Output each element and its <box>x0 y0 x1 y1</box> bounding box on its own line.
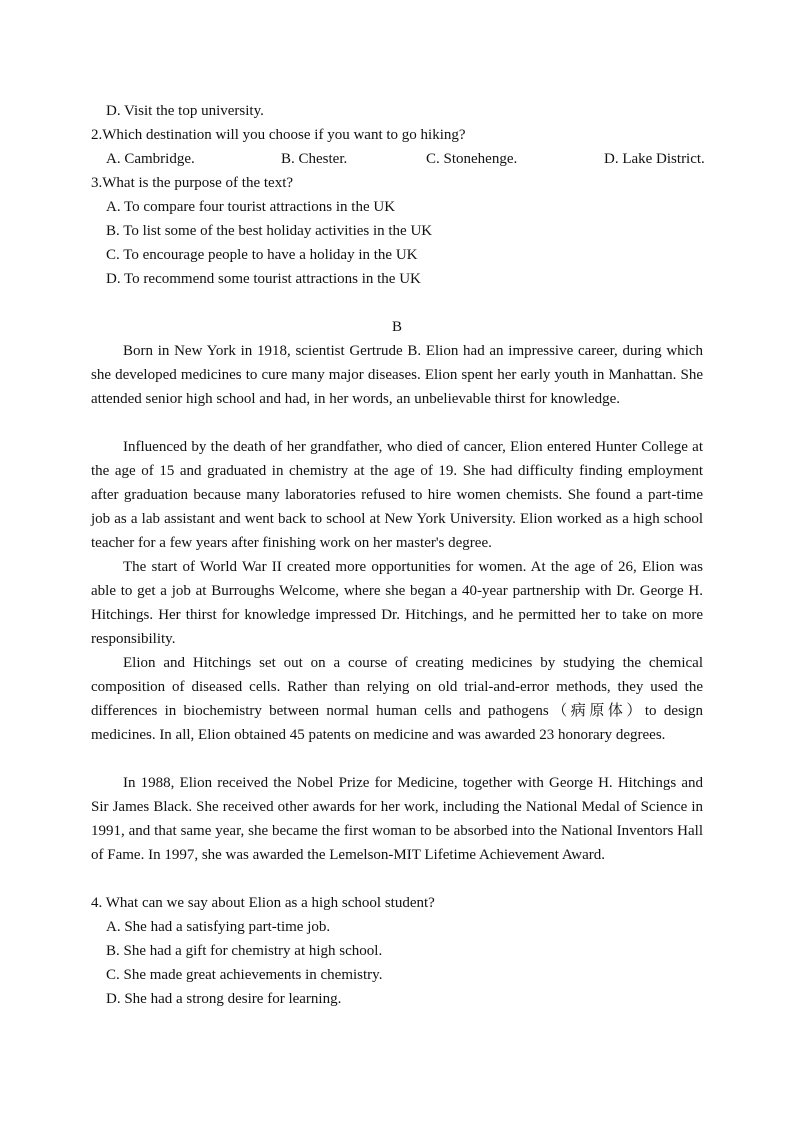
q2-options <box>0 149 794 169</box>
q4-option-d: D. She had a strong desire for learning. <box>106 991 342 1007</box>
q4-option-b: B. She had a gift for chemistry at high school. <box>106 943 383 959</box>
passage-paragraph-3: The start of World War II created more opportunities for women. At the age of 26, Elion was able to get a job at Burroughs Welcome, where she began a 40-year partnership with Dr. George H. Hitchings. Her thirst for knowledge impressed Dr. Hitchings, and he permitted her to take on more responsibility. <box>91 559 703 647</box>
q3-option-a: A. To compare four tourist attractions in the UK <box>106 199 396 215</box>
q4-option-a: A. She had a satisfying part-time job. <box>106 919 331 935</box>
q3-option-d: D. To recommend some tourist attractions in the UK <box>106 271 421 287</box>
section-title: B <box>391 319 402 335</box>
q3-question: 3.What is the purpose of the text? <box>91 175 294 191</box>
q3-option-b: B. To list some of the best holiday activities in the UK <box>106 223 433 239</box>
q4-question: 4. What can we say about Elion as a high school student? <box>91 895 435 911</box>
q2-question: 2.Which destination will you choose if you want to go hiking? <box>91 127 466 143</box>
q2-option-b: B. Chester. <box>281 151 348 167</box>
q4-option-c: C. She made great achievements in chemistry. <box>106 967 383 983</box>
passage-paragraph-5: In 1988, Elion received the Nobel Prize for Medicine, together with George H. Hitchings and Sir James Black. She received other awards for her work, including the National Medal of Science in 1991, and that same year, she became the first woman to be absorbed into the National Inventors Hall of Fame. In 1997, she was awarded the Lemelson-MIT Lifetime Achievement Award. <box>91 775 703 863</box>
q3-option-c: C. To encourage people to have a holiday in the UK <box>106 247 418 263</box>
passage-paragraph-1: Born in New York in 1918, scientist Gertrude B. Elion had an impressive career, during which she developed medicines to cure many major diseases. Elion spent her early youth in Manhattan. She attended senior high school and had, in her words, an unbelievable thirst for knowledge. <box>91 343 703 407</box>
q2-option-d: D. Lake District. <box>604 151 705 167</box>
q2-option-a: A. Cambridge. <box>106 151 195 167</box>
q2-option-c: C. Stonehenge. <box>426 151 518 167</box>
q1-option-d: D. Visit the top university. <box>106 103 264 119</box>
passage-paragraph-2: Influenced by the death of her grandfather, who died of cancer, Elion entered Hunter College at the age of 15 and graduated in chemistry at the age of 19. She had difficulty finding employment after graduation because many laboratories refused to hire women chemists. She found a part-time job as a lab assistant and went back to school at New York University. Elion worked as a high school teacher for a few years after finishing work on her master's degree. <box>91 439 703 551</box>
passage-paragraph-4: Elion and Hitchings set out on a course of creating medicines by studying the chemical composition of diseased cells. Rather than relying on old trial-and-error methods, they used the differences in biochemistry between normal human cells and pathogens（病原体）to design medicines. In all, Elion obtained 45 patents on medicine and was awarded 23 honorary degrees. <box>91 655 703 743</box>
